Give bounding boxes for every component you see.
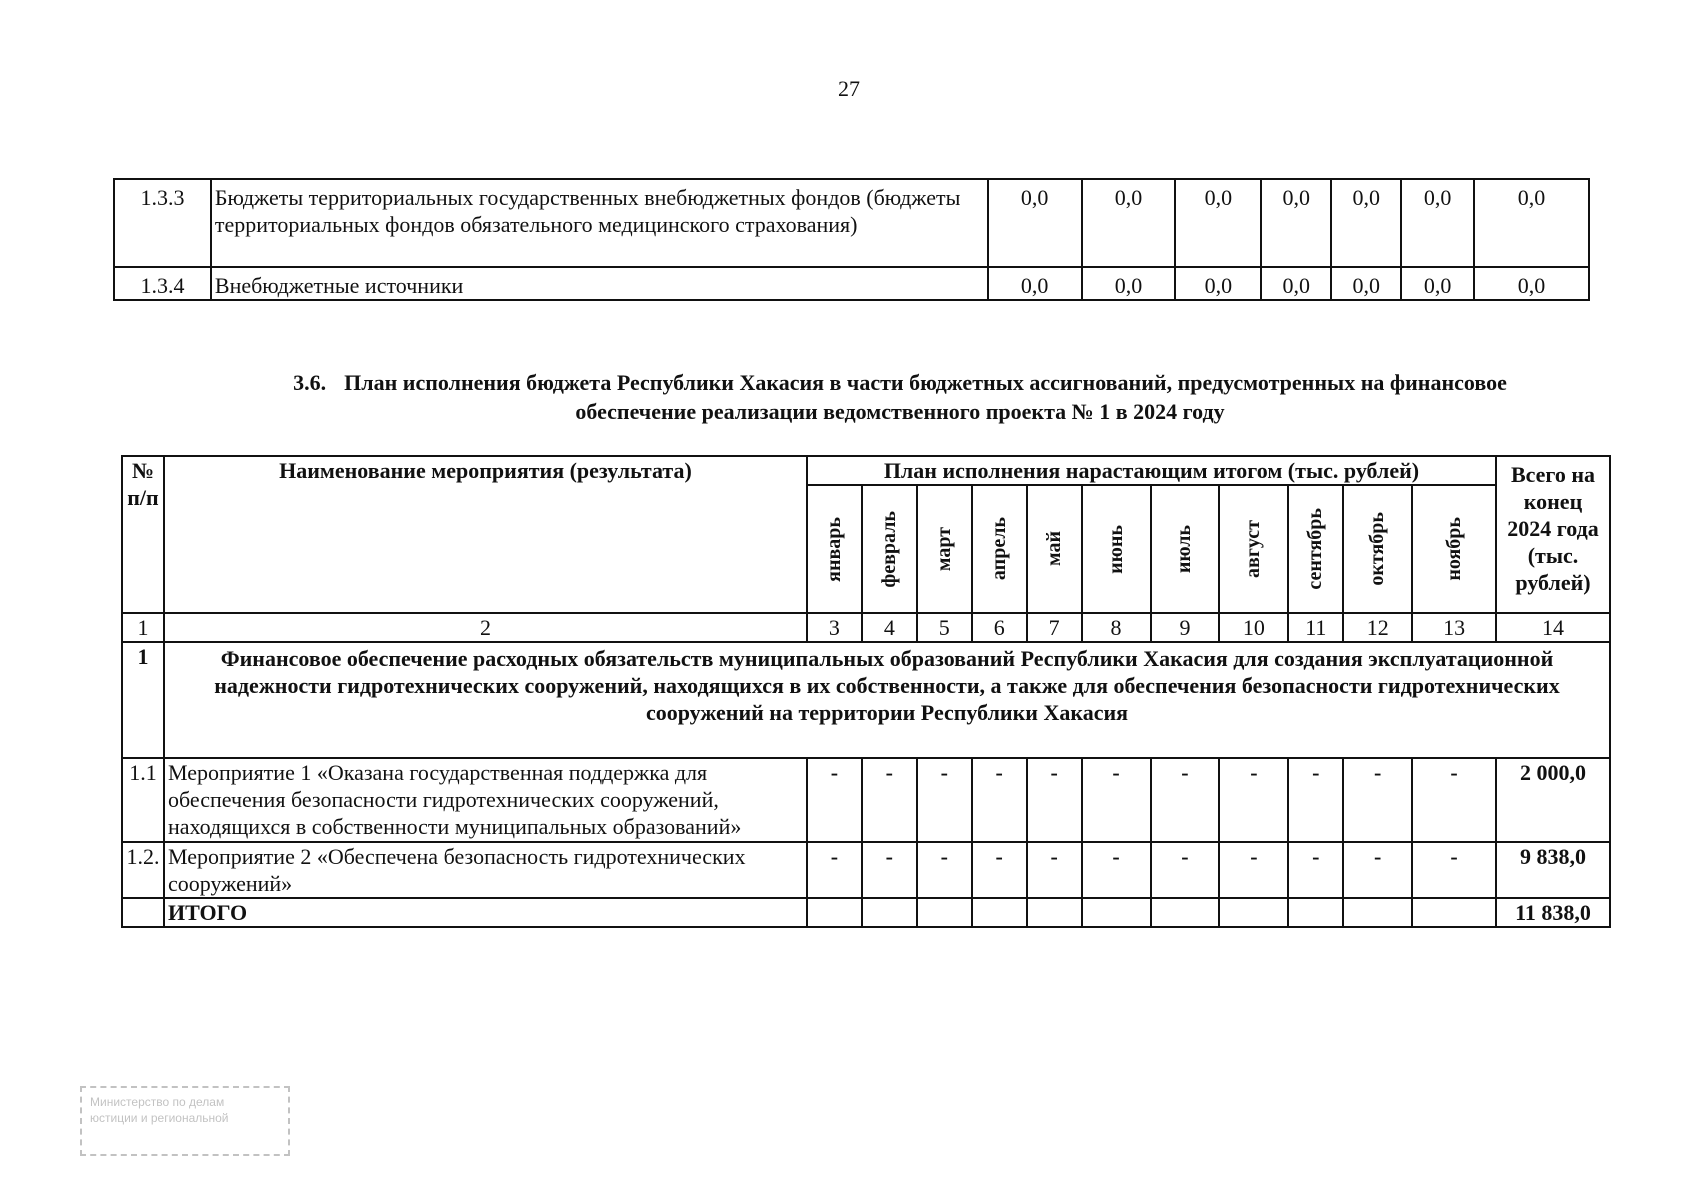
month-header: октябрь: [1343, 485, 1412, 613]
column-number: 13: [1412, 613, 1496, 642]
value-cell: 0,0: [1331, 179, 1401, 267]
month-value: -: [1082, 758, 1151, 842]
month-value: -: [807, 842, 862, 898]
stamp-line: Министерство по делам: [90, 1095, 225, 1109]
month-value: -: [1082, 842, 1151, 898]
value-cell: 0,0: [1331, 267, 1401, 300]
month-value: -: [1343, 758, 1412, 842]
row-number: 1.3.3: [114, 179, 211, 267]
row-number: 1.1: [122, 758, 164, 842]
empty-cell: [1219, 898, 1288, 927]
value-cell: 0,0: [1401, 179, 1474, 267]
value-cell: 0,0: [1261, 267, 1331, 300]
month-value: -: [1288, 758, 1343, 842]
empty-cell: [1151, 898, 1220, 927]
month-value: -: [1412, 758, 1496, 842]
month-value: -: [1151, 758, 1220, 842]
table-row: [114, 267, 1589, 300]
top-budget-table: [113, 178, 1590, 301]
month-header: ноябрь: [1412, 485, 1496, 613]
month-header: январь: [807, 485, 862, 613]
month-value: -: [917, 842, 972, 898]
value-cell: 0,0: [988, 267, 1082, 300]
month-value: -: [1412, 842, 1496, 898]
column-number: 14: [1496, 613, 1610, 642]
row-number: 1.3.4: [114, 267, 211, 300]
empty-cell: [1027, 898, 1082, 927]
total-label: ИТОГО: [164, 898, 807, 927]
column-number: 6: [972, 613, 1027, 642]
column-number: 11: [1288, 613, 1343, 642]
month-value: -: [862, 842, 917, 898]
row-name: Мероприятие 1 «Оказана государственная поддержка для обеспечения безопасности гидротехнических сооружений, находящихся в собственности муниципальных образований»: [164, 758, 807, 842]
month-header: сентябрь: [1288, 485, 1343, 613]
total-value: 9 838,0: [1496, 842, 1610, 898]
month-value: -: [1343, 842, 1412, 898]
empty-cell: [972, 898, 1027, 927]
month-value: -: [1027, 842, 1082, 898]
header-plan: План исполнения нарастающим итогом (тыс. рублей): [807, 456, 1496, 485]
group-number: 1: [122, 642, 164, 758]
value-cell: 0,0: [1082, 179, 1176, 267]
month-value: -: [1288, 842, 1343, 898]
month-header: март: [917, 485, 972, 613]
group-title: Финансовое обеспечение расходных обязательств муниципальных образований Республики Хакасия для создания эксплуатационной надежности гидротехнических сооружений, находящихся в их собственности, а также для обеспечения безопасности гидротехнических сооружений на территории Республики Хакасия: [164, 642, 1610, 758]
empty-cell: [1412, 898, 1496, 927]
column-number: 4: [862, 613, 917, 642]
row-number: 1.2.: [122, 842, 164, 898]
value-cell: 0,0: [988, 179, 1082, 267]
empty-cell: [1288, 898, 1343, 927]
month-value: -: [1219, 758, 1288, 842]
page-number: 27: [838, 76, 860, 101]
stamp-line: юстиции и региональной: [90, 1111, 229, 1125]
month-value: -: [917, 758, 972, 842]
section-title-line1: План исполнения бюджета Республики Хакасия в части бюджетных ассигнований, предусмотренных на финансовое: [344, 370, 1507, 395]
section-number: 3.6.: [293, 370, 327, 395]
value-cell: 0,0: [1175, 179, 1261, 267]
total-value: 2 000,0: [1496, 758, 1610, 842]
column-number: 3: [807, 613, 862, 642]
header-total: Всего на конец 2024 года (тыс. рублей): [1496, 456, 1610, 613]
empty-cell: [1082, 898, 1151, 927]
column-number-row: [122, 613, 1610, 642]
row-name: Внебюджетные источники: [211, 267, 988, 300]
row-name: Мероприятие 2 «Обеспечена безопасность гидротехнических сооружений»: [164, 842, 807, 898]
month-header: февраль: [862, 485, 917, 613]
empty-cell: [122, 898, 164, 927]
group-row: [122, 642, 1610, 758]
value-cell: 0,0: [1082, 267, 1176, 300]
section-title: [200, 368, 1600, 426]
value-cell: 0,0: [1401, 267, 1474, 300]
section-title-line2: обеспечение реализации ведомственного проекта № 1 в 2024 году: [575, 399, 1225, 424]
empty-cell: [807, 898, 862, 927]
empty-cell: [1343, 898, 1412, 927]
month-value: -: [807, 758, 862, 842]
empty-cell: [917, 898, 972, 927]
month-header: май: [1027, 485, 1082, 613]
month-header: июль: [1151, 485, 1220, 613]
month-value: -: [862, 758, 917, 842]
column-number: 9: [1151, 613, 1220, 642]
column-number: 1: [122, 613, 164, 642]
column-number: 8: [1082, 613, 1151, 642]
registration-stamp: [80, 1086, 290, 1156]
value-cell: 0,0: [1261, 179, 1331, 267]
table-row: [122, 758, 1610, 842]
grand-total-value: 11 838,0: [1496, 898, 1610, 927]
total-row: [122, 898, 1610, 927]
month-header: август: [1219, 485, 1288, 613]
month-value: -: [1151, 842, 1220, 898]
budget-plan-table: [121, 455, 1611, 928]
month-header: апрель: [972, 485, 1027, 613]
table-row: [122, 842, 1610, 898]
column-number: 12: [1343, 613, 1412, 642]
value-cell: 0,0: [1474, 179, 1589, 267]
value-cell: 0,0: [1175, 267, 1261, 300]
column-number: 7: [1027, 613, 1082, 642]
month-value: -: [972, 758, 1027, 842]
month-value: -: [1219, 842, 1288, 898]
month-value: -: [972, 842, 1027, 898]
month-value: -: [1027, 758, 1082, 842]
empty-cell: [862, 898, 917, 927]
header-name: Наименование мероприятия (результата): [164, 456, 807, 613]
table-row: [114, 179, 1589, 267]
column-number: 5: [917, 613, 972, 642]
value-cell: 0,0: [1474, 267, 1589, 300]
month-header: июнь: [1082, 485, 1151, 613]
row-name: Бюджеты территориальных государственных внебюджетных фондов (бюджеты территориальных фондов обязательного медицинского страхования): [211, 179, 988, 267]
header-num: № п/п: [122, 456, 164, 613]
header-row: [122, 456, 1610, 485]
column-number: 10: [1219, 613, 1288, 642]
column-number: 2: [164, 613, 807, 642]
